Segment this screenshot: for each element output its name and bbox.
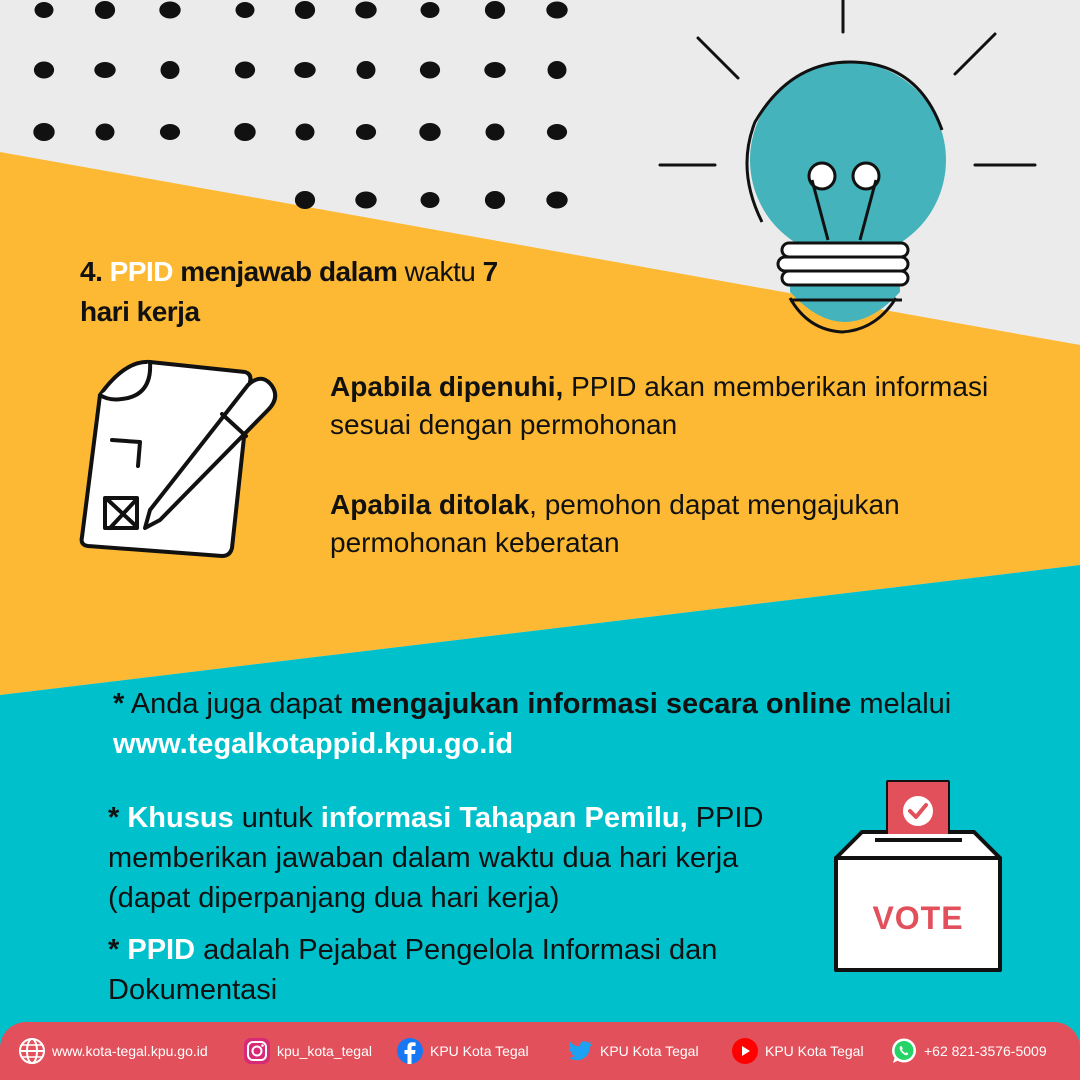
footer-instagram-text: kpu_kota_tegal xyxy=(277,1043,372,1059)
note-online-bold: mengajukan informasi secara online xyxy=(350,688,852,720)
footer-bar xyxy=(0,1022,1080,1080)
note-ppid-star: * xyxy=(108,934,120,966)
instagram-icon xyxy=(243,1037,271,1065)
step-days: hari kerja xyxy=(80,296,200,327)
step-verb: menjawab dalam xyxy=(180,256,398,287)
step-seven: 7 xyxy=(482,256,498,287)
footer-twitter[interactable] xyxy=(566,1036,699,1066)
facebook-icon xyxy=(396,1037,424,1065)
note-khusus-tahapan: informasi Tahapan Pemilu, xyxy=(320,802,688,834)
footer-facebook-text: KPU Kota Tegal xyxy=(430,1043,529,1059)
footer-instagram[interactable] xyxy=(243,1036,372,1066)
note-online-post: melalui xyxy=(851,688,952,720)
whatsapp-icon xyxy=(890,1037,918,1065)
footer-website[interactable] xyxy=(18,1036,208,1066)
youtube-icon xyxy=(731,1037,759,1065)
twitter-icon xyxy=(566,1037,594,1065)
note-khusus-word: Khusus xyxy=(127,802,234,834)
note-ppid-word: PPID xyxy=(127,934,196,966)
note-ppid-body: adalah Pejabat Pengelola Informasi dan Dokumentasi xyxy=(108,934,718,1006)
footer-whatsapp[interactable] xyxy=(890,1036,1047,1066)
step-word: waktu xyxy=(404,256,476,287)
step-number: 4. xyxy=(80,256,103,287)
footer-whatsapp-text: +62 821-3576-5009 xyxy=(924,1043,1047,1059)
footer-youtube-text: KPU Kota Tegal xyxy=(765,1043,864,1059)
approved-body: PPID akan memberikan informasi sesuai dengan permohonan xyxy=(330,371,989,440)
step-ppid: PPID xyxy=(109,256,173,287)
vote-label: VOTE xyxy=(872,900,964,936)
rejected-lead: Apabila ditolak xyxy=(330,489,530,520)
footer-twitter-text: KPU Kota Tegal xyxy=(600,1043,699,1059)
footer-website-text: www.kota-tegal.kpu.go.id xyxy=(52,1043,208,1059)
note-khusus-untuk: untuk xyxy=(233,802,321,834)
footer-facebook[interactable] xyxy=(396,1036,529,1066)
note-khusus-star: * xyxy=(108,802,120,834)
rejected-body: , pemohon dapat mengajukan permohonan keberatan xyxy=(330,489,900,558)
globe-icon xyxy=(18,1037,46,1065)
footer-youtube[interactable] xyxy=(731,1036,864,1066)
note-khusus-body: PPID memberikan jawaban dalam waktu dua hari kerja (dapat diperpanjang dua hari kerja) xyxy=(108,802,764,914)
approved-lead: Apabila dipenuhi, xyxy=(330,371,564,402)
note-online-star: * xyxy=(113,688,125,720)
ppid-website-link[interactable]: www.tegalkotappid.kpu.go.id xyxy=(113,728,514,760)
note-online-pre: Anda juga dapat xyxy=(124,688,351,720)
